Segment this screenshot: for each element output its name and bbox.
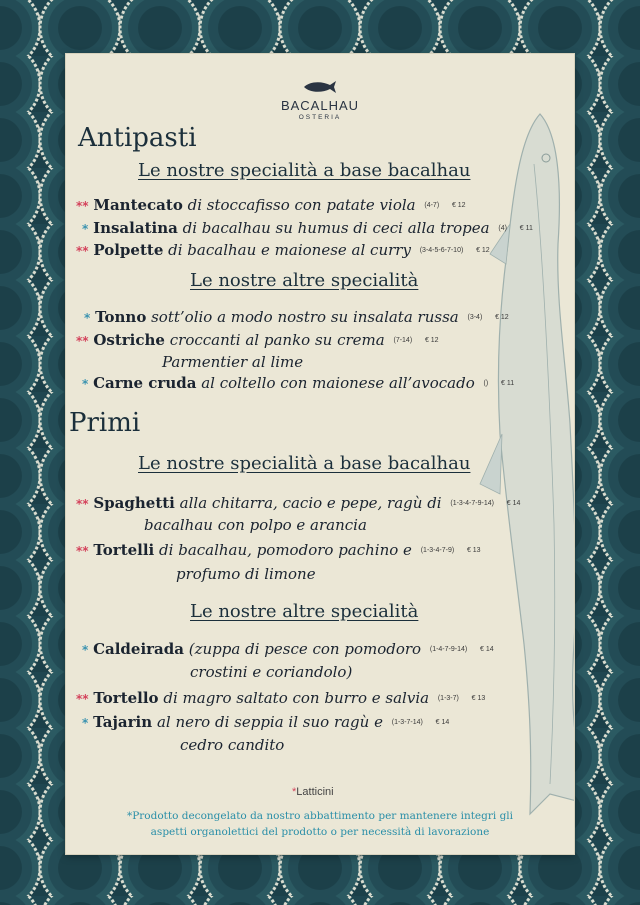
subsection-title: Le nostre altre specialità [190,270,419,291]
menu-item: * Tonno sott’olio a modo nostro su insalata russa (3-4) € 12 [84,308,509,326]
menu-item: ** Tortello di magro saltato con burro e salvia (1-3-7) € 13 [76,689,486,707]
menu-item: * Insalatina di bacalhau su humus di ceci alla tropea (4) € 11 [82,219,533,237]
subsection-title: Le nostre altre specialità [190,601,419,622]
section-title-primi: Primi [69,408,141,438]
menu-item: * Caldeirada (zuppa di pesce con pomodoro (1-4-7-9-14) € 14 [82,640,494,658]
subsection-title: Le nostre specialità a base bacalhau [138,160,471,181]
menu-item: * Carne cruda al coltello con maionese all’avocado () € 11 [82,374,515,392]
menu-item: ** Spaghetti alla chitarra, cacio e pepe, ragù di (1-3-4-7-9-14) € 14 [76,494,521,512]
menu-item-continuation: profumo di limone [176,565,316,583]
menu-card [66,54,574,854]
subsection-title: Le nostre specialità a base bacalhau [138,453,471,474]
menu-item-continuation: cedro candito [180,736,285,754]
logo-subtitle: OSTERIA [298,114,342,121]
menu-item-continuation: bacalhau con polpo e arancia [144,516,367,534]
logo-name: BACALHAU [280,98,360,113]
footer-note: *Prodotto decongelato da nostro abbattimento per mantenere integri gli aspetti organolettici del prodotto o per necessità di lavorazione [126,810,514,838]
menu-item-continuation: Parmentier al lime [162,353,304,371]
menu-item: ** Tortelli di bacalhau, pomodoro pachino e (1-3-4-7-9) € 13 [76,541,481,559]
menu-item: * Tajarin al nero di seppia il suo ragù e (1-3-7-14) € 14 [82,713,450,731]
latticini-legend: *Latticini [292,786,334,798]
menu-item-continuation: crostini e coriandolo) [190,663,353,681]
logo-fish-icon [302,79,338,95]
section-title-antipasti: Antipasti [78,123,197,153]
menu-item: ** Polpette di bacalhau e maionese al curry (3-4-5-6-7-10) € 12 [76,241,490,259]
menu-item: ** Mantecato di stoccafisso con patate viola (4-7) € 12 [76,196,466,214]
fish-illustration [470,104,574,824]
menu-item: ** Ostriche croccanti al panko su crema (7-14) € 12 [76,331,439,349]
